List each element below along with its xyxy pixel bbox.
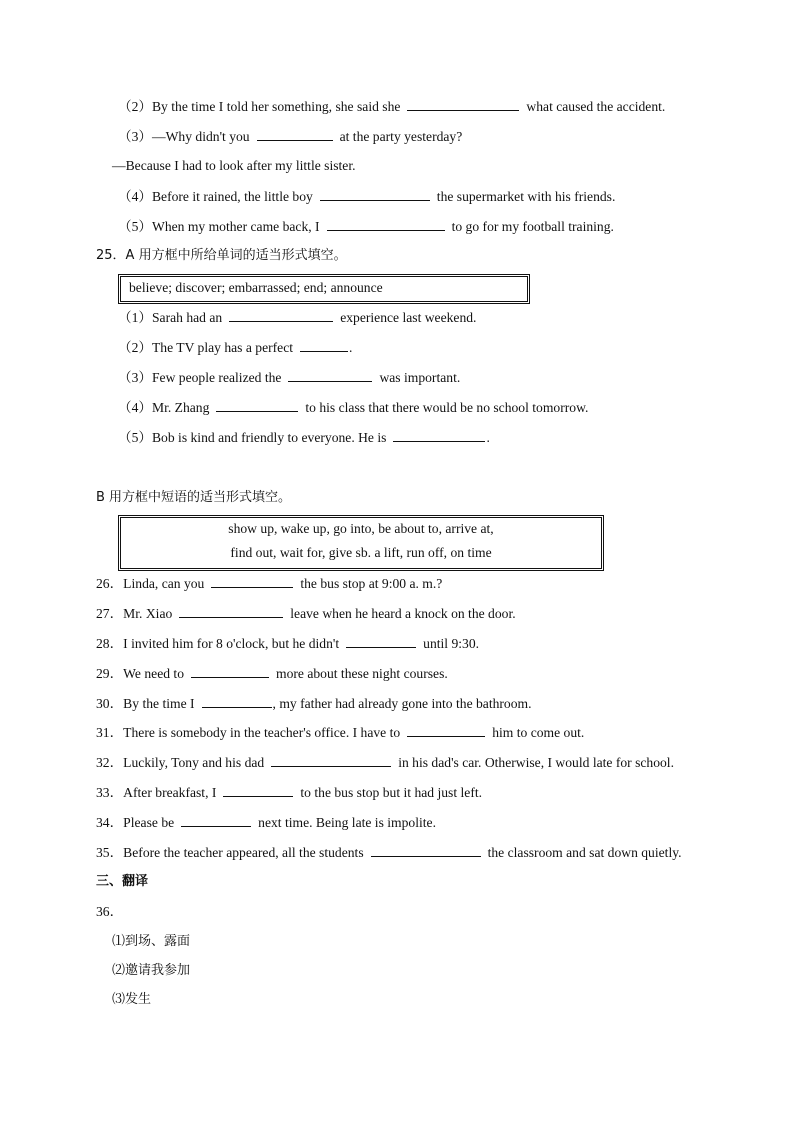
q36-item-2: ⑵邀请我参加	[112, 963, 191, 978]
q30: 30．By the time I , my father had already gone into the bathroom.	[96, 693, 532, 714]
q25-4: （4）Mr. Zhang to his class that there would be no school tomorrow.	[118, 397, 588, 418]
answer-blank[interactable]	[407, 722, 485, 737]
phrase-box-line-1: show up, wake up, go into, be about to, arrive at,	[228, 521, 494, 536]
q34: 34．Please be next time. Being late is impolite.	[96, 812, 436, 833]
answer-blank[interactable]	[229, 307, 333, 322]
answer-blank[interactable]	[407, 96, 519, 111]
q27: 27．Mr. Xiao leave when he heard a knock on the door.	[96, 603, 516, 624]
section-3-title: 三、翻译	[96, 874, 149, 889]
answer-blank[interactable]	[179, 603, 283, 618]
word-box	[118, 274, 530, 304]
phrase-box	[118, 515, 604, 571]
q36-number: 36．	[96, 904, 124, 919]
q25-1: （1）Sarah had an experience last weekend.	[118, 307, 476, 328]
answer-blank[interactable]	[191, 663, 269, 678]
answer-blank[interactable]	[202, 693, 272, 708]
q31: 31．There is somebody in the teacher's office. I have to him to come out.	[96, 722, 584, 743]
answer-blank[interactable]	[271, 752, 391, 767]
answer-blank[interactable]	[181, 812, 251, 827]
answer-blank[interactable]	[327, 216, 445, 231]
answer-blank[interactable]	[216, 397, 298, 412]
q24-4: （4）Before it rained, the little boy the supermarket with his friends.	[118, 186, 615, 207]
phrase-box-line-2: find out, wait for, give sb. a lift, run off, on time	[230, 545, 492, 560]
section-25-title: 25．A 用方框中所给单词的适当形式填空。	[96, 248, 347, 263]
q24-2: （2）By the time I told her something, she said she what caused the accident.	[118, 96, 665, 117]
q25-3: （3）Few people realized the was important.	[118, 367, 460, 388]
section-b-title: B 用方框中短语的适当形式填空。	[96, 490, 292, 505]
answer-blank[interactable]	[257, 126, 333, 141]
q24-5: （5）When my mother came back, I to go for my football training.	[118, 216, 614, 237]
q28: 28．I invited him for 8 o'clock, but he didn't until 9:30.	[96, 633, 479, 654]
q24-3-answer: —Because I had to look after my little sister.	[112, 158, 356, 173]
q25-5: （5）Bob is kind and friendly to everyone. He is .	[118, 427, 490, 448]
answer-blank[interactable]	[371, 842, 481, 857]
answer-blank[interactable]	[223, 782, 293, 797]
answer-blank[interactable]	[320, 186, 430, 201]
q24-3: （3）—Why didn't you at the party yesterday?	[118, 126, 462, 147]
q26: 26．Linda, can you the bus stop at 9:00 a. m.?	[96, 573, 442, 594]
answer-blank[interactable]	[393, 427, 485, 442]
answer-blank[interactable]	[346, 633, 416, 648]
answer-blank[interactable]	[288, 367, 372, 382]
q25-2: （2）The TV play has a perfect .	[118, 337, 352, 358]
q35: 35．Before the teacher appeared, all the students the classroom and sat down quietly.	[96, 842, 682, 863]
word-box-text: believe; discover; embarrassed; end; announce	[129, 280, 383, 295]
answer-blank[interactable]	[211, 573, 293, 588]
q29: 29．We need to more about these night courses.	[96, 663, 448, 684]
q32: 32．Luckily, Tony and his dad in his dad's car. Otherwise, I would late for school.	[96, 752, 674, 773]
q33: 33．After breakfast, I to the bus stop but it had just left.	[96, 782, 482, 803]
q36-item-1: ⑴到场、露面	[112, 934, 191, 949]
q36-item-3: ⑶发生	[112, 992, 152, 1007]
answer-blank[interactable]	[300, 337, 348, 352]
